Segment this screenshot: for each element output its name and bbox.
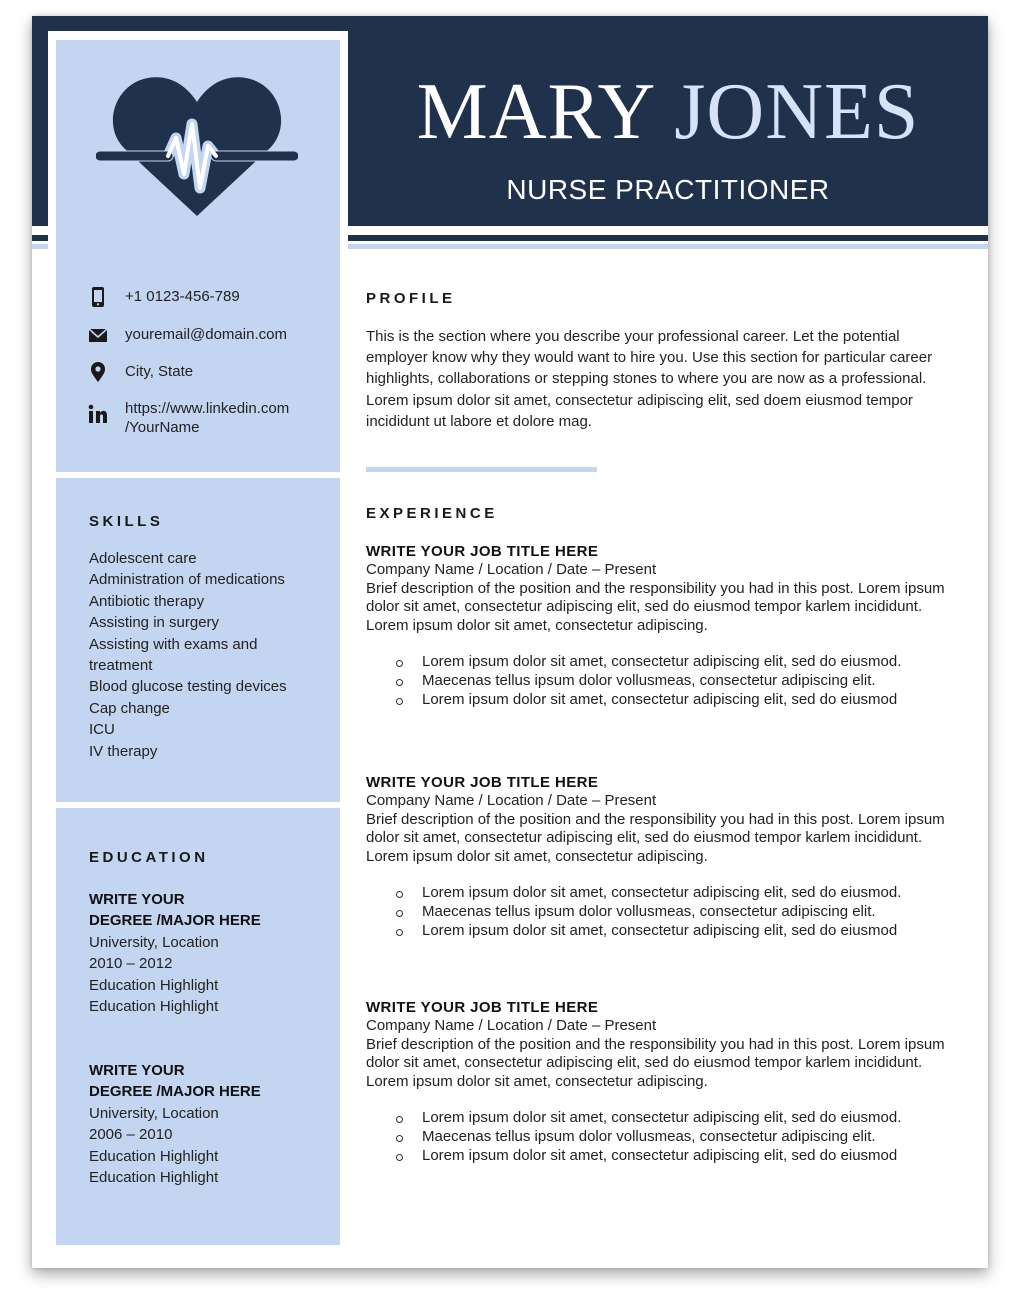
skill-item: treatment: [89, 657, 153, 675]
phone-text: +1 0123-456-789: [125, 288, 240, 305]
job-entry-description: Brief description of the position and the responsibility you had in this post. Lorem ipsum dolor sit amet, consectetur adipiscing elit, sed do eiusmod tempor karlem incididunt. Lorem ipsum dolor sit amet, consectetur adipiscing.: [366, 579, 945, 634]
list-item: Lorem ipsum dolor sit amet, consectetur adipiscing elit, sed do eiusmod.: [422, 884, 966, 903]
linkedin-icon: [88, 404, 108, 424]
resume-page: [32, 16, 988, 1268]
skill-item: ICU: [89, 721, 115, 739]
linkedin-url-line2: /YourName: [125, 419, 200, 436]
skill-item: IV therapy: [89, 742, 158, 760]
education-highlight: Education Highlight: [89, 998, 219, 1016]
skill-item: Antibiotic therapy: [89, 592, 205, 610]
education-entry: [89, 1060, 329, 1188]
education-heading: EDUCATION: [89, 849, 209, 866]
job-entry-title: WRITE YOUR JOB TITLE HERE: [366, 774, 599, 791]
job-entry: [366, 773, 966, 940]
job-bullets: [366, 1109, 966, 1165]
list-item: Lorem ipsum dolor sit amet, consectetur adipiscing elit, sed do eiusmod: [422, 922, 966, 941]
skills-heading: SKILLS: [89, 513, 164, 530]
linkedin-text[interactable]: [125, 399, 335, 437]
job-entry-description: Brief description of the position and the responsibility you had in this post. Lorem ipsum dolor sit amet, consectetur adipiscing elit, sed do eiusmod tempor karlem incididunt. Lorem ipsum dolor sit amet, consectetur adipiscing.: [366, 1035, 945, 1090]
job-entry-title: WRITE YOUR JOB TITLE HERE: [366, 999, 599, 1016]
list-item: Lorem ipsum dolor sit amet, consectetur adipiscing elit, sed do eiusmod.: [422, 653, 966, 672]
heart-pulse-icon: [96, 66, 298, 222]
job-entry-meta: Company Name / Location / Date – Present: [366, 1017, 657, 1034]
list-item: Maecenas tellus ipsum dolor vollusmeas, consectetur adipiscing elit.: [422, 903, 966, 922]
phone-icon: [88, 287, 108, 307]
linkedin-url-line1: https://www.linkedin.com: [125, 400, 290, 417]
list-item: Maecenas tellus ipsum dolor vollusmeas, consectetur adipiscing elit.: [422, 1128, 966, 1147]
job-bullets: [366, 884, 966, 940]
education-entry: [89, 889, 329, 1017]
job-entry-meta: Company Name / Location / Date – Present: [366, 792, 657, 809]
job-entry-title: WRITE YOUR JOB TITLE HERE: [366, 543, 599, 560]
experience-heading: EXPERIENCE: [366, 505, 498, 522]
location-text: City, State: [125, 363, 194, 380]
education-dates: 2010 – 2012: [89, 955, 173, 973]
job-entry: [366, 542, 966, 709]
skill-item: Blood glucose testing devices: [89, 678, 287, 696]
section-divider: [366, 467, 597, 472]
skill-item: Assisting with exams and: [89, 635, 258, 653]
email-text: youremail@domain.com: [125, 326, 287, 343]
education-highlight: Education Highlight: [89, 1169, 219, 1187]
degree-line: DEGREE /MAJOR HERE: [89, 912, 261, 930]
degree-line: WRITE YOUR: [89, 1062, 185, 1079]
job-bullets: [366, 653, 966, 709]
list-item: Maecenas tellus ipsum dolor vollusmeas, consectetur adipiscing elit.: [422, 672, 966, 691]
degree-line: WRITE YOUR: [89, 891, 185, 908]
skill-item: Adolescent care: [89, 550, 197, 567]
education-highlight: Education Highlight: [89, 976, 219, 994]
candidate-name: [348, 68, 988, 156]
education-highlight: Education Highlight: [89, 1147, 219, 1165]
profile-text: This is the section where you describe your professional career. Let the potential employer know why they would want to hire you. Use this section for particular career highlights, collaborations or stepping stones to where you are now as a professional. Lorem ipsum dolor sit amet, consectetur adipiscing elit, sed doem eiusmod tempor incididunt ut labore et dolore mag.: [366, 328, 933, 430]
job-title: NURSE PRACTITIONER: [506, 174, 830, 205]
list-item: Lorem ipsum dolor sit amet, consectetur adipiscing elit, sed do eiusmod: [422, 691, 966, 710]
list-item: Lorem ipsum dolor sit amet, consectetur adipiscing elit, sed do eiusmod.: [422, 1109, 966, 1128]
list-item: Lorem ipsum dolor sit amet, consectetur adipiscing elit, sed do eiusmod: [422, 1147, 966, 1166]
job-entry-meta: Company Name / Location / Date – Present: [366, 561, 657, 578]
skills-list: [89, 548, 329, 762]
last-name: JONES: [674, 68, 920, 156]
school-location: University, Location: [89, 933, 219, 951]
school-location: University, Location: [89, 1104, 219, 1122]
location-icon: [88, 362, 108, 382]
degree-line: DEGREE /MAJOR HERE: [89, 1083, 261, 1101]
job-entry-description: Brief description of the position and the responsibility you had in this post. Lorem ipsum dolor sit amet, consectetur adipiscing elit, sed do eiusmod tempor karlem incididunt. Lorem ipsum dolor sit amet, consectetur adipiscing.: [366, 810, 945, 865]
education-dates: 2006 – 2010: [89, 1126, 173, 1144]
skill-item: Assisting in surgery: [89, 614, 220, 632]
skill-item: Administration of medications: [89, 571, 285, 589]
first-name: MARY: [416, 68, 654, 156]
profile-heading: PROFILE: [366, 290, 456, 307]
email-icon: [88, 325, 108, 345]
job-entry: [366, 998, 966, 1165]
skill-item: Cap change: [89, 699, 170, 717]
